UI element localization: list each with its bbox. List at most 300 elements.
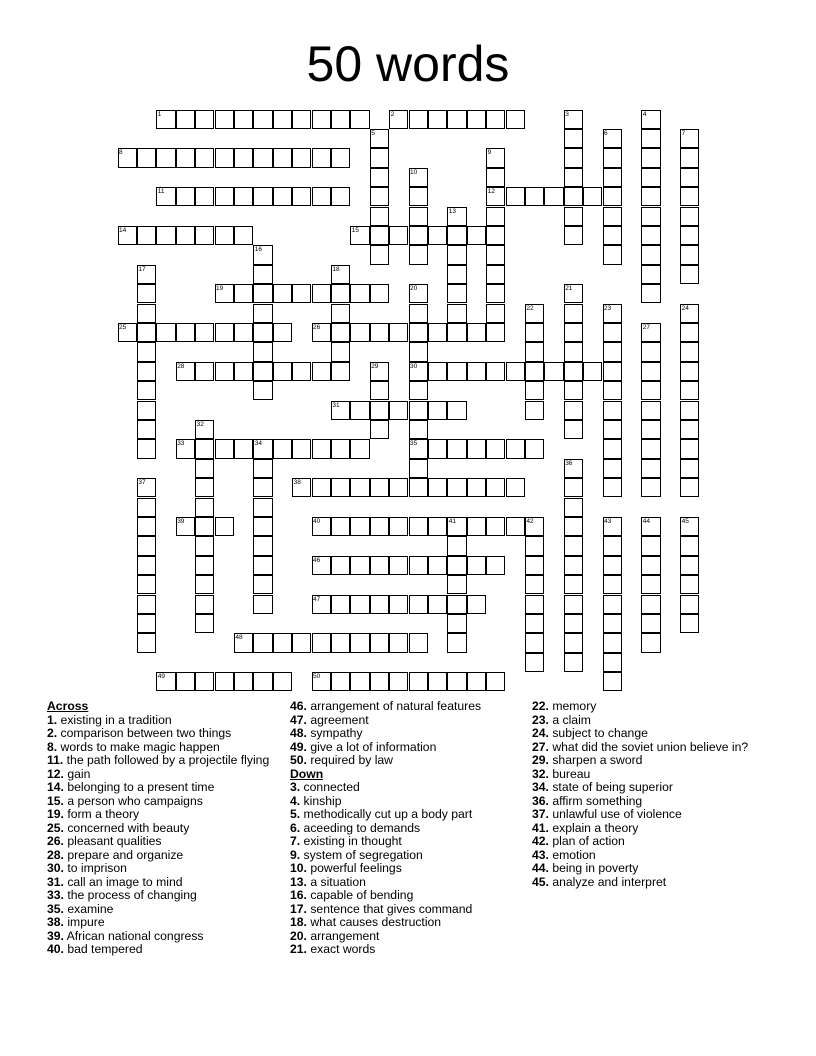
grid-cell[interactable] [641, 401, 660, 420]
grid-cell[interactable] [176, 110, 195, 129]
grid-cell[interactable] [680, 459, 699, 478]
grid-cell[interactable] [680, 595, 699, 614]
grid-cell[interactable] [137, 556, 156, 575]
grid-cell[interactable] [331, 148, 350, 167]
grid-cell[interactable] [603, 439, 622, 458]
grid-cell[interactable] [350, 110, 369, 129]
grid-cell[interactable] [447, 245, 466, 264]
grid-cell[interactable] [506, 110, 525, 129]
grid-cell[interactable] [176, 672, 195, 691]
grid-cell[interactable] [195, 439, 214, 458]
grid-cell[interactable] [312, 633, 331, 652]
grid-cell[interactable] [680, 381, 699, 400]
grid-cell[interactable] [603, 168, 622, 187]
grid-cell[interactable] [331, 187, 350, 206]
grid-cell[interactable] [370, 284, 389, 303]
grid-cell[interactable] [253, 110, 272, 129]
grid-cell[interactable] [331, 672, 350, 691]
grid-cell[interactable] [603, 575, 622, 594]
grid-cell[interactable] [312, 362, 331, 381]
grid-cell[interactable] [137, 595, 156, 614]
grid-cell[interactable] [137, 420, 156, 439]
grid-cell[interactable] [428, 323, 447, 342]
grid-cell[interactable] [215, 672, 234, 691]
grid-cell[interactable] [525, 323, 544, 342]
grid-cell[interactable] [409, 595, 428, 614]
grid-cell[interactable] [331, 304, 350, 323]
grid-cell[interactable] [156, 323, 175, 342]
grid-cell[interactable] [641, 381, 660, 400]
grid-cell[interactable] [525, 381, 544, 400]
grid-cell[interactable] [409, 459, 428, 478]
grid-cell[interactable] [467, 595, 486, 614]
grid-cell[interactable] [215, 323, 234, 342]
grid-cell[interactable] [603, 148, 622, 167]
grid-cell[interactable] [641, 556, 660, 575]
grid-cell[interactable] [641, 633, 660, 652]
grid-cell[interactable] [564, 304, 583, 323]
grid-cell[interactable] [137, 575, 156, 594]
grid-cell[interactable] [331, 439, 350, 458]
grid-cell[interactable] [641, 420, 660, 439]
grid-cell[interactable] [641, 575, 660, 594]
grid-cell[interactable] [370, 381, 389, 400]
grid-cell[interactable] [389, 401, 408, 420]
grid-cell[interactable] [680, 148, 699, 167]
grid-cell[interactable] [486, 362, 505, 381]
grid-cell[interactable] [292, 110, 311, 129]
grid-cell[interactable] [253, 536, 272, 555]
grid-cell[interactable] [195, 595, 214, 614]
grid-cell[interactable] [680, 323, 699, 342]
grid-cell[interactable] [331, 362, 350, 381]
grid-cell[interactable] [176, 323, 195, 342]
grid-cell[interactable] [641, 265, 660, 284]
grid-cell[interactable] [389, 595, 408, 614]
grid-cell[interactable] [370, 245, 389, 264]
grid-cell[interactable] [409, 304, 428, 323]
grid-cell[interactable] [409, 245, 428, 264]
grid-cell[interactable] [564, 226, 583, 245]
grid-cell[interactable] [273, 362, 292, 381]
grid-cell[interactable] [428, 478, 447, 497]
grid-cell[interactable] [564, 536, 583, 555]
grid-cell[interactable] [525, 556, 544, 575]
grid-cell[interactable] [680, 342, 699, 361]
grid-cell[interactable] [486, 207, 505, 226]
grid-cell[interactable] [195, 575, 214, 594]
grid-cell[interactable] [603, 614, 622, 633]
grid-cell[interactable] [350, 633, 369, 652]
grid-cell[interactable] [312, 187, 331, 206]
grid-cell[interactable] [641, 168, 660, 187]
grid-cell[interactable] [506, 439, 525, 458]
grid-cell[interactable] [603, 187, 622, 206]
grid-cell[interactable] [137, 498, 156, 517]
grid-cell[interactable] [641, 129, 660, 148]
grid-cell[interactable] [564, 575, 583, 594]
grid-cell[interactable] [195, 498, 214, 517]
grid-cell[interactable] [428, 517, 447, 536]
grid-cell[interactable] [641, 614, 660, 633]
grid-cell[interactable] [312, 110, 331, 129]
grid-cell[interactable] [506, 187, 525, 206]
grid-cell[interactable] [253, 265, 272, 284]
grid-cell[interactable] [331, 556, 350, 575]
grid-cell[interactable] [486, 304, 505, 323]
grid-cell[interactable] [253, 362, 272, 381]
grid-cell[interactable] [409, 342, 428, 361]
grid-cell[interactable] [486, 323, 505, 342]
grid-cell[interactable] [176, 187, 195, 206]
grid-cell[interactable] [370, 420, 389, 439]
grid-cell[interactable] [641, 459, 660, 478]
grid-cell[interactable] [195, 323, 214, 342]
grid-cell[interactable] [195, 536, 214, 555]
grid-cell[interactable] [195, 187, 214, 206]
grid-cell[interactable] [350, 284, 369, 303]
grid-cell[interactable] [137, 536, 156, 555]
grid-cell[interactable] [603, 245, 622, 264]
grid-cell[interactable] [525, 401, 544, 420]
grid-cell[interactable] [603, 595, 622, 614]
grid-cell[interactable] [253, 633, 272, 652]
grid-cell[interactable] [486, 284, 505, 303]
grid-cell[interactable] [564, 362, 583, 381]
grid-cell[interactable] [389, 478, 408, 497]
grid-cell[interactable] [370, 168, 389, 187]
grid-cell[interactable] [603, 226, 622, 245]
grid-cell[interactable] [195, 110, 214, 129]
grid-cell[interactable] [603, 342, 622, 361]
grid-cell[interactable] [331, 517, 350, 536]
grid-cell[interactable] [564, 168, 583, 187]
grid-cell[interactable] [603, 672, 622, 691]
grid-cell[interactable] [273, 148, 292, 167]
grid-cell[interactable] [234, 110, 253, 129]
grid-cell[interactable] [680, 187, 699, 206]
grid-cell[interactable] [176, 226, 195, 245]
grid-cell[interactable] [137, 633, 156, 652]
grid-cell[interactable] [234, 148, 253, 167]
grid-cell[interactable] [253, 342, 272, 361]
grid-cell[interactable] [564, 633, 583, 652]
grid-cell[interactable] [253, 517, 272, 536]
grid-cell[interactable] [564, 498, 583, 517]
grid-cell[interactable] [467, 226, 486, 245]
grid-cell[interactable] [253, 595, 272, 614]
grid-cell[interactable] [680, 226, 699, 245]
grid-cell[interactable] [370, 672, 389, 691]
grid-cell[interactable] [253, 187, 272, 206]
grid-cell[interactable] [603, 536, 622, 555]
grid-cell[interactable] [409, 226, 428, 245]
grid-cell[interactable] [564, 595, 583, 614]
grid-cell[interactable] [641, 362, 660, 381]
grid-cell[interactable] [137, 323, 156, 342]
grid-cell[interactable] [312, 478, 331, 497]
grid-cell[interactable] [467, 478, 486, 497]
grid-cell[interactable] [447, 633, 466, 652]
grid-cell[interactable] [370, 595, 389, 614]
grid-cell[interactable] [525, 536, 544, 555]
grid-cell[interactable] [428, 672, 447, 691]
grid-cell[interactable] [137, 226, 156, 245]
grid-cell[interactable] [680, 245, 699, 264]
grid-cell[interactable] [680, 168, 699, 187]
grid-cell[interactable] [350, 478, 369, 497]
grid-cell[interactable] [215, 148, 234, 167]
grid-cell[interactable] [253, 498, 272, 517]
grid-cell[interactable] [350, 595, 369, 614]
grid-cell[interactable] [525, 595, 544, 614]
grid-cell[interactable] [273, 439, 292, 458]
grid-cell[interactable] [292, 633, 311, 652]
grid-cell[interactable] [253, 459, 272, 478]
grid-cell[interactable] [564, 381, 583, 400]
grid-cell[interactable] [506, 517, 525, 536]
grid-cell[interactable] [680, 362, 699, 381]
grid-cell[interactable] [273, 187, 292, 206]
grid-cell[interactable] [234, 187, 253, 206]
grid-cell[interactable] [428, 110, 447, 129]
grid-cell[interactable] [564, 207, 583, 226]
grid-cell[interactable] [680, 439, 699, 458]
grid-cell[interactable] [447, 226, 466, 245]
grid-cell[interactable] [486, 168, 505, 187]
grid-cell[interactable] [409, 633, 428, 652]
grid-cell[interactable] [253, 381, 272, 400]
grid-cell[interactable] [137, 439, 156, 458]
grid-cell[interactable] [525, 614, 544, 633]
grid-cell[interactable] [564, 556, 583, 575]
grid-cell[interactable] [680, 207, 699, 226]
grid-cell[interactable] [680, 478, 699, 497]
grid-cell[interactable] [370, 226, 389, 245]
grid-cell[interactable] [447, 614, 466, 633]
grid-cell[interactable] [525, 187, 544, 206]
grid-cell[interactable] [195, 362, 214, 381]
grid-cell[interactable] [137, 362, 156, 381]
grid-cell[interactable] [370, 478, 389, 497]
grid-cell[interactable] [253, 323, 272, 342]
grid-cell[interactable] [428, 362, 447, 381]
grid-cell[interactable] [447, 478, 466, 497]
grid-cell[interactable] [467, 110, 486, 129]
grid-cell[interactable] [389, 323, 408, 342]
grid-cell[interactable] [564, 187, 583, 206]
grid-cell[interactable] [292, 148, 311, 167]
grid-cell[interactable] [370, 187, 389, 206]
grid-cell[interactable] [641, 284, 660, 303]
grid-cell[interactable] [292, 362, 311, 381]
grid-cell[interactable] [486, 110, 505, 129]
grid-cell[interactable] [603, 323, 622, 342]
grid-cell[interactable] [447, 439, 466, 458]
grid-cell[interactable] [331, 323, 350, 342]
grid-cell[interactable] [447, 323, 466, 342]
grid-cell[interactable] [486, 517, 505, 536]
grid-cell[interactable] [370, 323, 389, 342]
grid-cell[interactable] [447, 362, 466, 381]
grid-cell[interactable] [525, 575, 544, 594]
grid-cell[interactable] [603, 207, 622, 226]
grid-cell[interactable] [350, 556, 369, 575]
grid-cell[interactable] [486, 556, 505, 575]
grid-cell[interactable] [370, 633, 389, 652]
grid-cell[interactable] [234, 226, 253, 245]
grid-cell[interactable] [564, 653, 583, 672]
grid-cell[interactable] [409, 420, 428, 439]
grid-cell[interactable] [137, 517, 156, 536]
grid-cell[interactable] [641, 245, 660, 264]
grid-cell[interactable] [641, 536, 660, 555]
grid-cell[interactable] [680, 614, 699, 633]
grid-cell[interactable] [137, 342, 156, 361]
grid-cell[interactable] [389, 517, 408, 536]
grid-cell[interactable] [544, 362, 563, 381]
grid-cell[interactable] [641, 187, 660, 206]
grid-cell[interactable] [350, 517, 369, 536]
grid-cell[interactable] [603, 556, 622, 575]
grid-cell[interactable] [331, 342, 350, 361]
grid-cell[interactable] [409, 478, 428, 497]
grid-cell[interactable] [137, 401, 156, 420]
grid-cell[interactable] [447, 110, 466, 129]
grid-cell[interactable] [603, 653, 622, 672]
grid-cell[interactable] [370, 207, 389, 226]
grid-cell[interactable] [409, 517, 428, 536]
grid-cell[interactable] [137, 148, 156, 167]
grid-cell[interactable] [467, 439, 486, 458]
grid-cell[interactable] [389, 672, 408, 691]
grid-cell[interactable] [273, 672, 292, 691]
grid-cell[interactable] [331, 284, 350, 303]
grid-cell[interactable] [215, 187, 234, 206]
grid-cell[interactable] [486, 439, 505, 458]
grid-cell[interactable] [331, 595, 350, 614]
grid-cell[interactable] [447, 536, 466, 555]
grid-cell[interactable] [312, 284, 331, 303]
grid-cell[interactable] [603, 459, 622, 478]
grid-cell[interactable] [273, 633, 292, 652]
grid-cell[interactable] [370, 148, 389, 167]
grid-cell[interactable] [156, 226, 175, 245]
grid-cell[interactable] [195, 148, 214, 167]
grid-cell[interactable] [641, 148, 660, 167]
grid-cell[interactable] [486, 226, 505, 245]
grid-cell[interactable] [564, 517, 583, 536]
grid-cell[interactable] [467, 362, 486, 381]
grid-cell[interactable] [389, 633, 408, 652]
grid-cell[interactable] [603, 362, 622, 381]
grid-cell[interactable] [680, 575, 699, 594]
grid-cell[interactable] [253, 672, 272, 691]
grid-cell[interactable] [215, 110, 234, 129]
grid-cell[interactable] [350, 672, 369, 691]
grid-cell[interactable] [680, 556, 699, 575]
grid-cell[interactable] [525, 342, 544, 361]
grid-cell[interactable] [234, 323, 253, 342]
grid-cell[interactable] [525, 633, 544, 652]
grid-cell[interactable] [409, 401, 428, 420]
grid-cell[interactable] [641, 478, 660, 497]
grid-cell[interactable] [409, 672, 428, 691]
grid-cell[interactable] [603, 381, 622, 400]
grid-cell[interactable] [253, 284, 272, 303]
grid-cell[interactable] [195, 672, 214, 691]
grid-cell[interactable] [564, 342, 583, 361]
grid-cell[interactable] [428, 595, 447, 614]
grid-cell[interactable] [137, 284, 156, 303]
grid-cell[interactable] [234, 439, 253, 458]
grid-cell[interactable] [195, 226, 214, 245]
grid-cell[interactable] [273, 284, 292, 303]
grid-cell[interactable] [253, 148, 272, 167]
grid-cell[interactable] [544, 187, 563, 206]
grid-cell[interactable] [564, 614, 583, 633]
grid-cell[interactable] [350, 439, 369, 458]
grid-cell[interactable] [215, 362, 234, 381]
grid-cell[interactable] [564, 323, 583, 342]
grid-cell[interactable] [641, 226, 660, 245]
grid-cell[interactable] [195, 459, 214, 478]
grid-cell[interactable] [428, 439, 447, 458]
grid-cell[interactable] [447, 401, 466, 420]
grid-cell[interactable] [447, 595, 466, 614]
grid-cell[interactable] [215, 226, 234, 245]
grid-cell[interactable] [583, 362, 602, 381]
grid-cell[interactable] [312, 148, 331, 167]
grid-cell[interactable] [447, 556, 466, 575]
grid-cell[interactable] [447, 575, 466, 594]
grid-cell[interactable] [137, 614, 156, 633]
grid-cell[interactable] [603, 478, 622, 497]
grid-cell[interactable] [273, 323, 292, 342]
grid-cell[interactable] [331, 110, 350, 129]
grid-cell[interactable] [564, 420, 583, 439]
grid-cell[interactable] [525, 362, 544, 381]
grid-cell[interactable] [253, 478, 272, 497]
grid-cell[interactable] [564, 129, 583, 148]
grid-cell[interactable] [253, 575, 272, 594]
grid-cell[interactable] [467, 672, 486, 691]
grid-cell[interactable] [312, 439, 331, 458]
grid-cell[interactable] [428, 556, 447, 575]
grid-cell[interactable] [486, 672, 505, 691]
grid-cell[interactable] [486, 265, 505, 284]
grid-cell[interactable] [583, 187, 602, 206]
grid-cell[interactable] [195, 517, 214, 536]
grid-cell[interactable] [680, 536, 699, 555]
grid-cell[interactable] [389, 226, 408, 245]
grid-cell[interactable] [603, 401, 622, 420]
grid-cell[interactable] [409, 323, 428, 342]
grid-cell[interactable] [234, 362, 253, 381]
grid-cell[interactable] [680, 401, 699, 420]
grid-cell[interactable] [409, 556, 428, 575]
grid-cell[interactable] [641, 207, 660, 226]
grid-cell[interactable] [195, 614, 214, 633]
grid-cell[interactable] [564, 148, 583, 167]
grid-cell[interactable] [447, 265, 466, 284]
grid-cell[interactable] [292, 187, 311, 206]
grid-cell[interactable] [525, 653, 544, 672]
grid-cell[interactable] [156, 148, 175, 167]
grid-cell[interactable] [428, 401, 447, 420]
grid-cell[interactable] [253, 304, 272, 323]
grid-cell[interactable] [370, 517, 389, 536]
